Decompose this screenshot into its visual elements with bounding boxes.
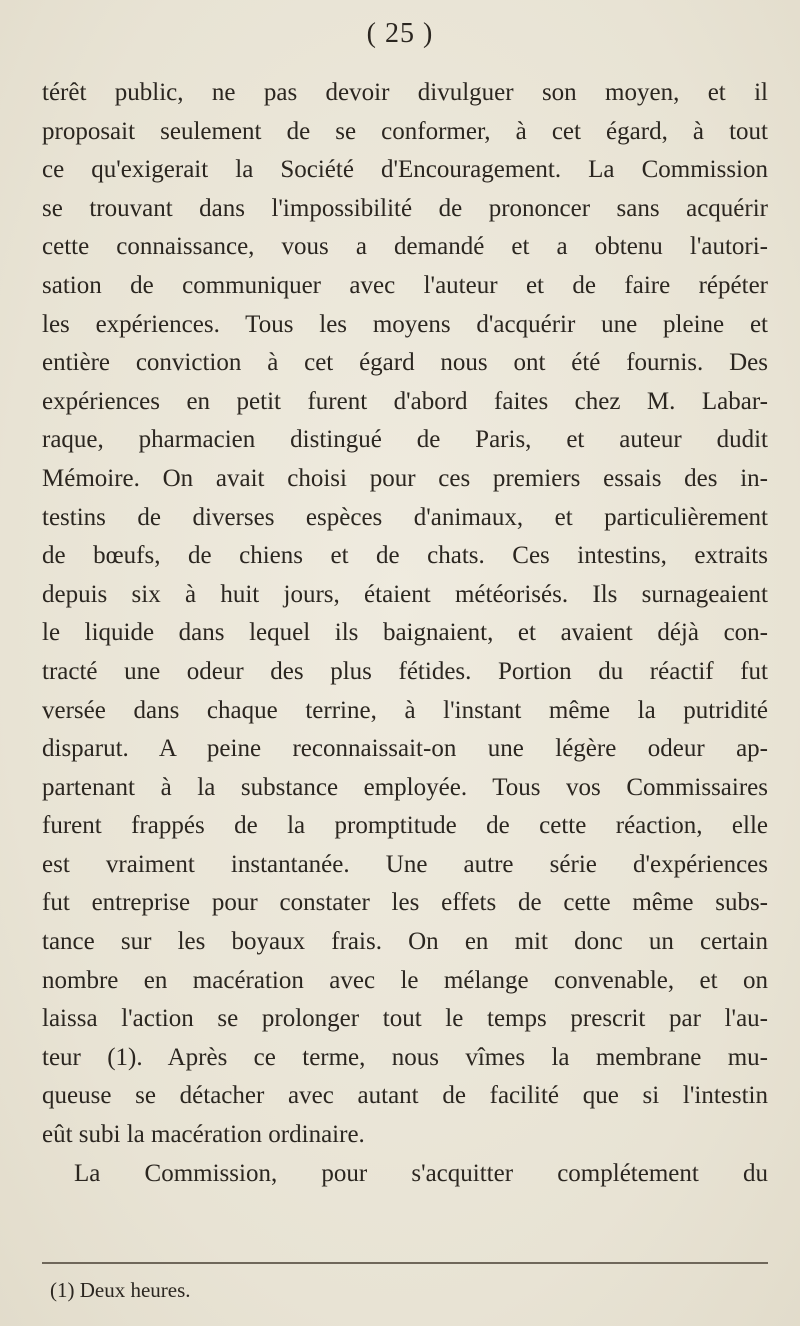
paragraph-end-line: eût subi la macération ordinaire. xyxy=(42,1121,365,1149)
text-line: ce qu'exigerait la Société d'Encouragement. La Commission xyxy=(42,156,768,184)
text-line: laissa l'action se prolonger tout le temps prescrit par l'au- xyxy=(42,1005,768,1033)
text-line: depuis six à huit jours, étaient météorisés. Ils surnageaient xyxy=(42,580,768,608)
text-line: Mémoire. On avait choisi pour ces premiers essais des in- xyxy=(42,464,768,492)
text-line: partenant à la substance employée. Tous vos Commissaires xyxy=(42,773,768,801)
text-line: se trouvant dans l'impossibilité de prononcer sans acquérir xyxy=(42,194,768,222)
text-line: de bœufs, de chiens et de chats. Ces intestins, extraits xyxy=(42,542,768,570)
text-line: térêt public, ne pas devoir divulguer son moyen, et il xyxy=(42,79,768,106)
text-line: testins de diverses espèces d'animaux, et particulièrement xyxy=(42,503,768,531)
text-line: entière conviction à cet égard nous ont été fournis. Des xyxy=(42,349,768,377)
footnote-divider xyxy=(42,1262,768,1264)
text-line: teur (1). Après ce terme, nous vîmes la membrane mu- xyxy=(42,1043,768,1071)
text-line: proposait seulement de se conformer, à cet égard, à tout xyxy=(42,117,768,145)
text-line: expériences en petit furent d'abord faites chez M. Labar- xyxy=(42,387,768,415)
text-line: disparut. A peine reconnaissait-on une légère odeur ap- xyxy=(42,735,768,763)
text-line: le liquide dans lequel ils baignaient, et avaient déjà con- xyxy=(42,619,768,647)
text-line: queuse se détacher avec autant de facilité que si l'intestin xyxy=(42,1082,768,1110)
text-line: cette connaissance, vous a demandé et a obtenu l'autori- xyxy=(42,233,768,261)
text-line: tance sur les boyaux frais. On en mit donc un certain xyxy=(42,928,768,956)
text-line: nombre en macération avec le mélange convenable, et on xyxy=(42,966,768,994)
text-line: sation de communiquer avec l'auteur et de faire répéter xyxy=(42,271,768,299)
paragraph-start-line: La Commission, pour s'acquitter complétement du xyxy=(74,1159,768,1187)
body-text xyxy=(42,74,768,1193)
footnote: (1) Deux heures. xyxy=(50,1278,191,1302)
text-line: fut entreprise pour constater les effets de cette même subs- xyxy=(42,889,768,917)
text-line: tracté une odeur des plus fétides. Portion du réactif fut xyxy=(42,657,768,685)
text-line: est vraiment instantanée. Une autre série d'expériences xyxy=(42,850,768,878)
text-line: raque, pharmacien distingué de Paris, et auteur dudit xyxy=(42,426,768,454)
page-number: ( 25 ) xyxy=(366,18,434,49)
text-line: versée dans chaque terrine, à l'instant même la putridité xyxy=(42,696,768,724)
text-line: les expériences. Tous les moyens d'acquérir une pleine et xyxy=(42,310,768,338)
text-line: furent frappés de la promptitude de cette réaction, elle xyxy=(42,812,768,840)
